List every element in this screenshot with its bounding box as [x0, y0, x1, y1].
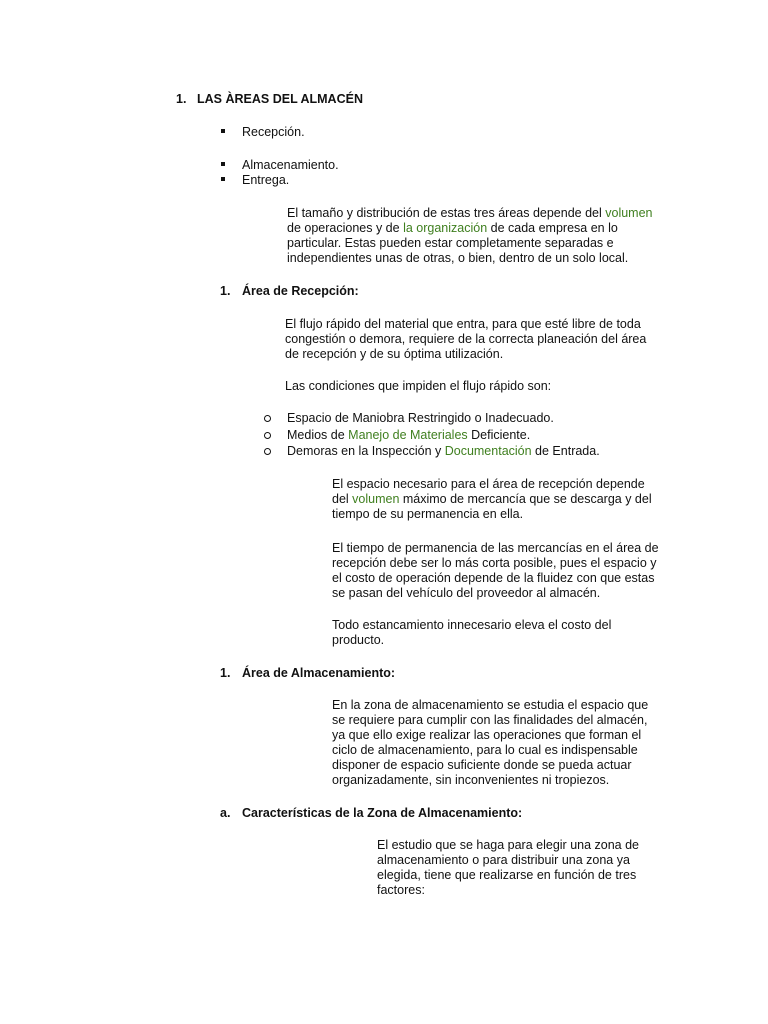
- text: de operaciones y de: [287, 221, 404, 235]
- link-organizacion[interactable]: la organización: [403, 221, 488, 235]
- text: Medios de: [287, 428, 349, 442]
- text: El tamaño y distribución de estas tres áreas depende del: [287, 206, 606, 220]
- list-item: [287, 444, 600, 459]
- list-item: [287, 428, 530, 443]
- paragraph: En la zona de almacenamiento se estudia el espacio que se requiere para cumplir con las finalidades del almacén, ya que ello exige realizar las operaciones que forman el ciclo de almacenamiento, para lo cual es indispensable disponer de espacio suficiente donde se pueda actuar organizadamente, sin inconvenientes ni tropiezos.: [332, 698, 649, 787]
- paragraph: [287, 206, 665, 266]
- paragraph: Las condiciones que impiden el flujo rápido son:: [285, 379, 552, 393]
- text: Demoras en la Inspección y: [287, 444, 445, 458]
- section-title: Área de Almacenamiento:: [242, 666, 396, 680]
- paragraph: El tiempo de permanencia de las mercancías en el área de recepción debe ser lo más corta posible, pues el espacio y el costo de operación depende de la fluidez con que estas se pasan del vehículo del proveedor al almacén.: [332, 541, 659, 600]
- section-number: 1.: [220, 666, 231, 680]
- bullet-circle-icon: [264, 432, 271, 439]
- section-number: 1.: [220, 284, 231, 298]
- list-item: Entrega.: [242, 173, 290, 187]
- link-volumen[interactable]: volumen: [352, 492, 400, 506]
- link-documentacion[interactable]: Documentación: [444, 444, 532, 458]
- section-title: Características de la Zona de Almacenamiento:: [242, 806, 523, 820]
- text: de Entrada.: [531, 444, 600, 458]
- paragraph: El estudio que se haga para elegir una zona de almacenamiento o para distribuir una zona ya elegida, tiene que realizarse en función de tres factores:: [377, 838, 639, 897]
- text: de cada empresa en lo particular. Estas pueden estar completamente separadas e independientes unas de otras, o bien, dentro de un solo local.: [287, 221, 629, 265]
- paragraph: Todo estancamiento innecesario eleva el costo del producto.: [332, 618, 612, 647]
- bullet-circle-icon: [264, 448, 271, 455]
- list-item: Espacio de Maniobra Restringido o Inadecuado.: [287, 411, 554, 425]
- text: máximo de mercancía que se descarga y del tiempo de su permanencia en ella.: [332, 492, 652, 521]
- bullet-square-icon: [221, 162, 225, 166]
- bullet-circle-icon: [264, 415, 271, 422]
- paragraph: El flujo rápido del material que entra, para que esté libre de toda congestión o demora, requiere de la correcta planeación del área de recepción y de su óptima utilización.: [285, 317, 647, 361]
- bullet-square-icon: [221, 129, 225, 133]
- text: Deficiente.: [467, 428, 531, 442]
- bullet-square-icon: [221, 177, 225, 181]
- text: El espacio necesario para el área de recepción depende del: [332, 477, 645, 506]
- list-item: Almacenamiento.: [242, 158, 339, 172]
- section-title: LAS ÀREAS DEL ALMACÉN: [197, 92, 363, 106]
- section-number: a.: [220, 806, 231, 820]
- paragraph: [332, 477, 664, 522]
- section-number: 1.: [176, 92, 187, 106]
- list-item: Recepción.: [242, 125, 305, 139]
- link-volumen[interactable]: volumen: [605, 206, 653, 220]
- section-title: Área de Recepción:: [242, 284, 359, 298]
- link-manejo-materiales[interactable]: Manejo de Materiales: [348, 428, 468, 442]
